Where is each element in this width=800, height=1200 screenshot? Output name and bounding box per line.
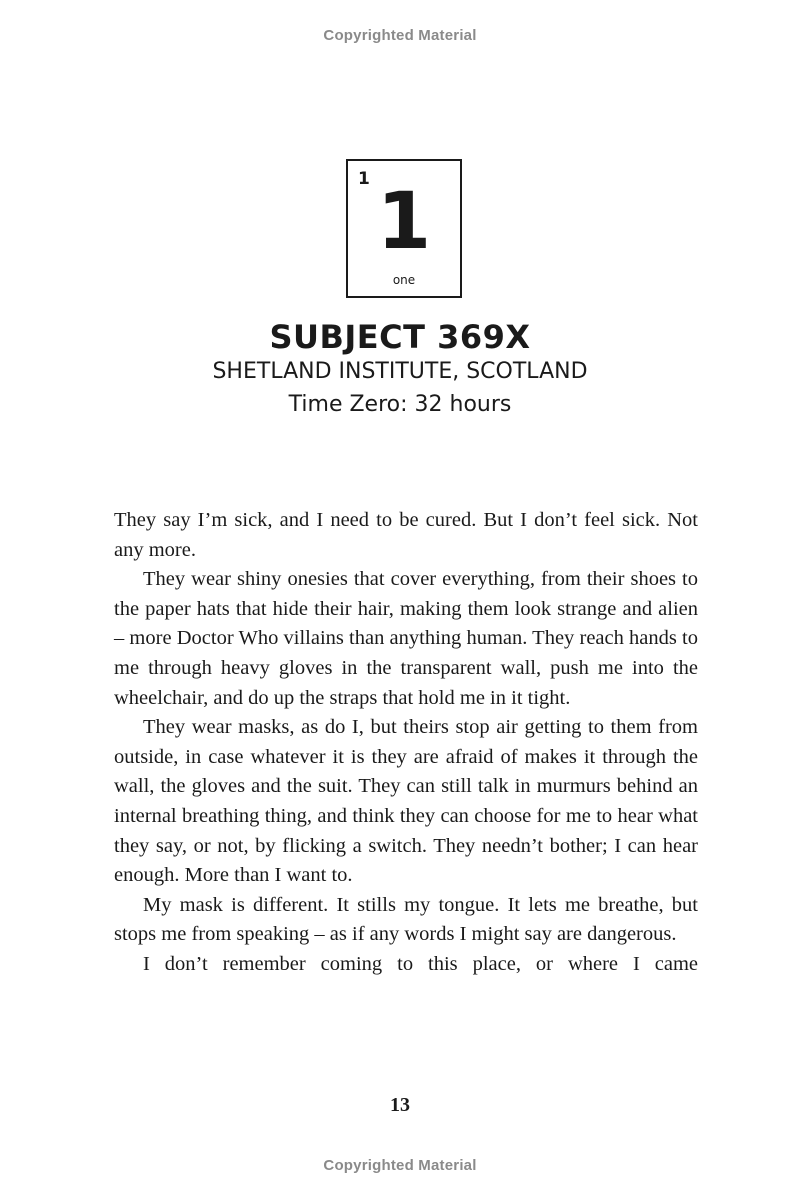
- paragraph-2: They wear shiny onesies that cover everything, from their shoes to the paper hats that hide their hair, making them look strange and alien – more Doctor Who villains than anything human. They reach hands to me through heavy gloves in the transparent wall, push me into the wheelchair, and do up the straps that hold me in it tight.: [114, 568, 698, 709]
- paragraph-1: They say I’m sick, and I need to be cured. But I don’t feel sick. Not any more.: [114, 509, 698, 561]
- chapter-location: SHETLAND INSTITUTE, SCOTLAND: [212, 359, 588, 384]
- copyright-watermark-bottom: Copyrighted Material: [323, 1157, 477, 1174]
- chapter-time: Time Zero: 32 hours: [288, 392, 512, 417]
- body-text: [114, 506, 698, 980]
- chapter-title: SUBJECT 369X: [269, 318, 531, 356]
- chapter-small-number: 1: [358, 169, 370, 189]
- chapter-big-number: 1: [376, 177, 432, 267]
- chapter-number-word: one: [392, 273, 416, 287]
- paragraph-3: They wear masks, as do I, but theirs stop air getting to them from outside, in case whatever it is they are afraid of makes it through the wall, the gloves and the suit. They can still talk in murmurs behind an internal breathing thing, and think they can choose for me to hear what they say, or not, by flicking a switch. They needn’t bother; I can hear enough. More than I want to.: [114, 716, 698, 887]
- page-number: 13: [390, 1094, 410, 1116]
- chapter-number-box: [346, 159, 462, 298]
- paragraph-4: My mask is different. It stills my tongue. It lets me breathe, but stops me from speaking – as if any words I might say are dangerous.: [114, 893, 698, 946]
- paragraph-5: I don’t remember coming to this place, or where I came: [143, 952, 698, 975]
- copyright-watermark-top: Copyrighted Material: [323, 27, 477, 44]
